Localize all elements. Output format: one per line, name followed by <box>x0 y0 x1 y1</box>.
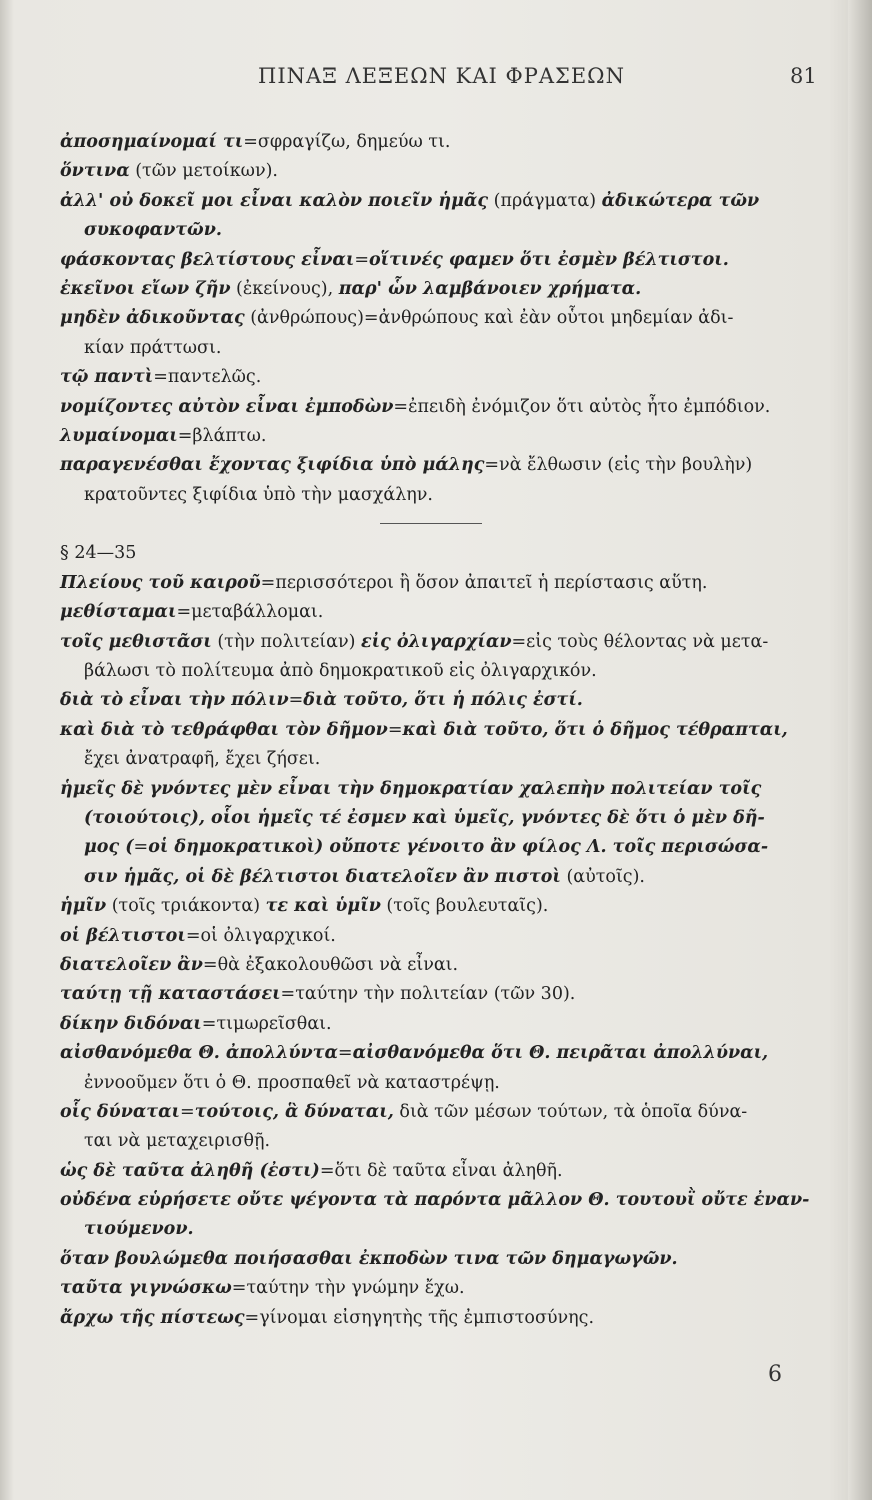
greek-phrase: διὰ τοῦτο, ὅτι ἡ πόλις ἐστί. <box>303 690 583 711</box>
glossary-line <box>60 1010 832 1039</box>
glossary-line <box>60 451 832 480</box>
gloss-text: ἐννοοῦμεν ὅτι ὁ Θ. προσπαθεῖ νὰ καταστρέψῃ. <box>84 1072 500 1093</box>
greek-phrase: ταῦτα γιγνώσκω <box>60 1278 232 1299</box>
section-heading: § 24—35 <box>60 543 137 564</box>
greek-phrase: αἰσθανόμεθα Θ. ἀπολλύντα <box>60 1043 338 1064</box>
greek-phrase: οἱ δημοκρατικοὶ) οὔποτε γένοιτο ἂν φίλος Λ. τοῖς περισώσα- <box>148 837 769 858</box>
glossary-line <box>60 892 832 921</box>
greek-phrase: εἰς ὀλιγαρχίαν <box>360 631 512 652</box>
greek-phrase: συκοφαντῶν. <box>84 220 222 241</box>
glossary-line <box>60 1274 832 1303</box>
glossary-block-2 <box>60 569 832 1333</box>
glossary-line <box>60 598 832 627</box>
glossary-line <box>60 1157 832 1186</box>
gloss-text: (πράγματα) <box>488 190 602 211</box>
greek-phrase: παραγενέσθαι ἔχοντας ξιφίδια ὑπὸ μάλης <box>60 455 485 476</box>
glossary-line <box>60 422 832 451</box>
greek-phrase: ἡμῖν <box>60 896 107 917</box>
glossary-line <box>60 1304 832 1333</box>
gloss-text: (ἐκείνους), <box>230 278 339 299</box>
greek-phrase: (τοιούτοις), οἷοι ἡμεῖς τέ ἐσμεν καὶ ὑμεῖς, γνόντες δὲ ὅτι ὁ μὲν δῆ- <box>84 807 765 828</box>
gloss-text: (τῶν μετοίκων). <box>129 161 278 182</box>
greek-phrase: οἵτινές φαμεν ὅτι ἐσμὲν βέλτιστοι. <box>369 249 729 270</box>
greek-phrase: οἱ βέλτιστοι <box>60 925 186 946</box>
glossary-line <box>60 686 832 715</box>
separator-rule <box>380 523 482 524</box>
gloss-text: (τοῖς βουλευταῖς). <box>380 896 549 917</box>
gloss-text: = <box>180 1101 195 1122</box>
glossary-line <box>60 275 832 304</box>
separator <box>60 510 832 539</box>
gloss-text: =ἐπειδὴ ἐνόμιζον ὅτι αὐτὸς ἦτο ἐμπόδιον. <box>393 396 771 417</box>
glossary-block-1 <box>60 128 832 510</box>
greek-phrase: μηδὲν ἀδικοῦντας <box>60 308 245 329</box>
glossary-line <box>60 128 832 157</box>
glossary-line <box>60 569 832 598</box>
gloss-text: =περισσότεροι ἢ ὅσον ἀπαιτεῖ ἡ περίστασις αὕτη. <box>260 572 708 593</box>
greek-phrase: ἀδικώτερα τῶν <box>601 190 760 211</box>
greek-phrase: ἀποσημαίνομαί τι <box>60 132 244 152</box>
greek-phrase: Πλείους τοῦ καιροῦ <box>60 572 261 593</box>
gloss-text: = <box>288 690 304 711</box>
greek-phrase: τοῖς μεθιστᾶσι <box>60 631 212 652</box>
running-title: ΠΙΝΑΞ ΛΕΞΕΩΝ ΚΑΙ ΦΡΑΣΕΩΝ <box>258 64 625 88</box>
glossary-line <box>60 481 832 510</box>
page-number: 81 <box>790 64 817 88</box>
glossary-line <box>60 657 832 686</box>
gloss-text: διὰ τῶν μέσων τούτων, τὰ ὁποῖα δύνα- <box>393 1101 748 1122</box>
gloss-text: =βλάπτω. <box>177 425 267 446</box>
greek-phrase: ταύτῃ τῇ καταστάσει <box>60 984 281 1005</box>
gloss-text: =παντελῶς. <box>153 367 262 388</box>
glossary-line <box>60 304 832 333</box>
gloss-text: =νὰ ἔλθωσιν (εἰς τὴν βουλὴν) <box>484 455 753 476</box>
gloss-text: κίαν πράττωσι. <box>84 337 222 358</box>
gloss-text: =ταύτην τὴν πολιτείαν (τῶν 30). <box>280 984 576 1005</box>
greek-phrase: τούτοις, ἃ δύναται, <box>194 1101 394 1122</box>
greek-phrase: νομίζοντες αὐτὸν εἶναι ἐμποδὼν <box>60 396 394 417</box>
greek-phrase: οἷς δύναται <box>60 1101 181 1122</box>
gloss-text: =γίνομαι εἰσηγητὴς τῆς ἐμπιστοσύνης. <box>244 1307 595 1328</box>
gloss-text: =ὅτι δὲ ταῦτα εἶναι ἀληθῆ. <box>319 1160 563 1181</box>
glossary-line <box>60 334 832 363</box>
gloss-text: =ταύτην τὴν γνώμην ἔχω. <box>231 1278 465 1299</box>
greek-phrase: σιν ἡμᾶς, οἱ δὲ βέλτιστοι διατελοῖεν ἂν πιστοὶ <box>84 866 561 887</box>
glossary-line <box>60 628 832 657</box>
gloss-text: (αὐτοῖς). <box>560 866 645 887</box>
glossary-line <box>60 1098 832 1127</box>
glossary-line <box>60 1245 832 1274</box>
greek-phrase: δίκην διδόναι <box>60 1013 202 1034</box>
glossary-line <box>60 716 832 745</box>
glossary-line <box>60 745 832 774</box>
glossary-line <box>60 863 832 892</box>
greek-phrase: μεθίσταμαι <box>60 602 177 623</box>
glossary-line <box>60 1215 832 1244</box>
gloss-text: = <box>387 719 403 740</box>
greek-phrase: καὶ διὰ τοῦτο, ὅτι ὁ δῆμος τέθραπται, <box>402 719 788 740</box>
gloss-text: =σφραγίζω, δημεύω τι. <box>243 132 451 152</box>
glossary-line <box>60 922 832 951</box>
greek-phrase: διὰ τὸ εἶναι τὴν πόλιν <box>60 690 289 711</box>
glossary-line <box>60 1069 832 1098</box>
greek-phrase: ὅντινα <box>60 161 130 182</box>
greek-phrase: ὡς δὲ ταῦτα ἀληθῆ (ἐστι) <box>60 1160 320 1181</box>
gloss-text: =μεταβάλλομαι. <box>176 602 324 623</box>
gloss-text: =τιμωρεῖσθαι. <box>201 1013 332 1034</box>
glossary-line <box>60 1186 832 1215</box>
signature-mark: 6 <box>768 1362 782 1387</box>
page-header <box>0 64 872 94</box>
greek-phrase: ἡμεῖς δὲ γνόντες μὲν εἶναι τὴν δημοκρατίαν χαλεπὴν πολιτείαν τοῖς <box>60 778 762 799</box>
greek-phrase: οὐδένα εὑρήσετε οὔτε ψέγοντα τὰ παρόντα μᾶλλον Θ. τουτουῒ οὔτε ἐναν- <box>60 1190 810 1211</box>
greek-phrase: τιούμενον. <box>84 1219 194 1240</box>
greek-phrase: ὅταν βουλώμεθα ποιήσασθαι ἐκποδὼν τινα τῶν δημαγωγῶν. <box>60 1248 678 1269</box>
glossary-line <box>60 393 832 422</box>
gloss-text: βάλωσι τὸ πολίτευμα ἀπὸ δημοκρατικοῦ εἰς ὀλιγαρχικόν. <box>84 661 597 682</box>
greek-phrase: ἄρχω τῆς πίστεως <box>60 1307 245 1328</box>
greek-phrase: καὶ διὰ τὸ τεθράφθαι τὸν δῆμον <box>60 719 388 740</box>
glossary-line <box>60 157 832 186</box>
greek-phrase: παρ' ὧν λαμβάνοιεν χρήματα. <box>338 278 642 299</box>
gloss-text: (τὴν πολιτείαν) <box>211 631 361 652</box>
glossary-line <box>60 833 832 862</box>
gloss-text: (τοῖς τριάκοντα) <box>106 896 266 917</box>
glossary-line <box>60 1039 832 1068</box>
gloss-text: (ἀνθρώπους)=ἀνθρώπους καὶ ἐὰν οὗτοι μηδεμίαν ἀδι- <box>244 308 734 329</box>
gloss-text: ται νὰ μεταχειρισθῇ. <box>84 1131 271 1152</box>
gloss-text: = <box>354 249 369 270</box>
glossary-line <box>60 980 832 1009</box>
gloss-text: =οἱ ὀλιγαρχικοί. <box>185 925 336 946</box>
glossary-line <box>60 775 832 804</box>
greek-phrase: ἐκεῖνοι εἴων ζῆν <box>60 278 231 299</box>
gloss-text: =θὰ ἐξακολουθῶσι νὰ εἶναι. <box>202 954 459 975</box>
gloss-text: = <box>337 1043 353 1064</box>
glossary-line <box>60 216 832 245</box>
greek-phrase: αἰσθανόμεθα ὅτι Θ. πειρᾶται ἀπολλύναι, <box>352 1043 769 1064</box>
glossary-line <box>60 1127 832 1156</box>
greek-phrase: ἀλλ' οὐ δοκεῖ μοι εἶναι καλὸν ποιεῖν ἡμᾶς <box>60 190 489 211</box>
gloss-text: =εἰς τοὺς θέλοντας νὰ μετα- <box>511 631 769 652</box>
glossary-line <box>60 246 832 275</box>
gloss-text: ἔχει ἀνατραφῆ, ἔχει ζήσει. <box>84 749 321 770</box>
greek-phrase: φάσκοντας βελτίστους εἶναι <box>60 249 355 270</box>
glossary-line <box>60 951 832 980</box>
gloss-text: = <box>133 837 149 858</box>
greek-phrase: διατελοῖεν ἂν <box>60 954 203 975</box>
gloss-text: κρατοῦντες ξιφίδια ὑπὸ τὴν μασχάλην. <box>84 484 433 505</box>
greek-phrase: τῷ παντὶ <box>60 367 154 388</box>
glossary-line <box>60 804 832 833</box>
glossary-content <box>60 128 832 1333</box>
greek-phrase: τε καὶ ὑμῖν <box>265 896 381 917</box>
page-edge <box>848 0 872 1500</box>
glossary-line <box>60 187 832 216</box>
glossary-line <box>60 363 832 392</box>
greek-phrase: μος ( <box>84 837 134 858</box>
greek-phrase: λυμαίνομαι <box>60 425 178 446</box>
